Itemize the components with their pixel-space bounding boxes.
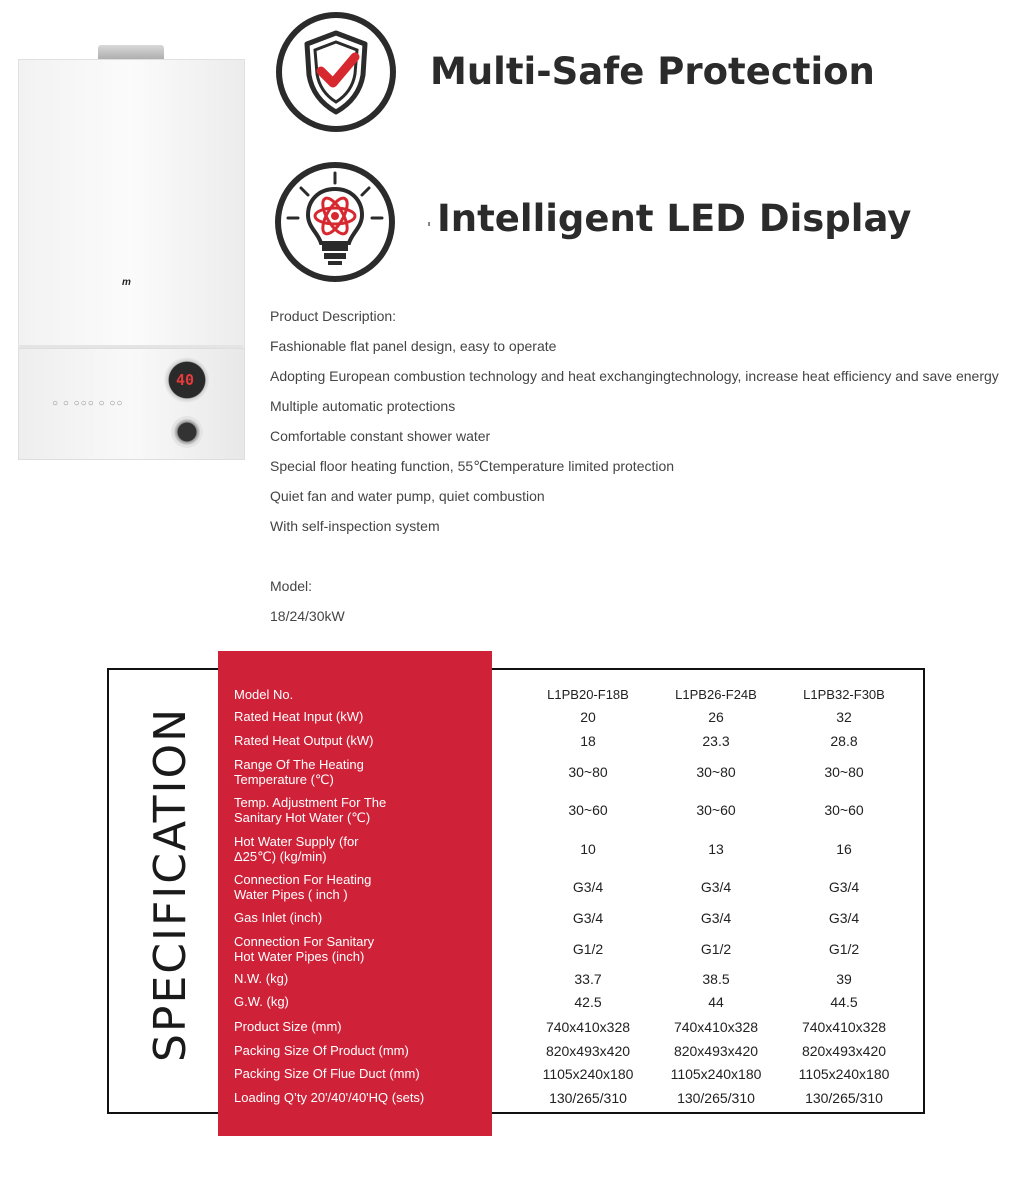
- spec-cell: 1105x240x180: [670, 1066, 762, 1082]
- spec-cell: G3/4: [572, 879, 604, 895]
- spec-cell: 30~80: [824, 764, 864, 780]
- boiler-display-value: 40: [176, 371, 195, 389]
- spec-cell: G3/4: [828, 879, 860, 895]
- spec-label: Connection For Heating Water Pipes ( inch ): [234, 872, 372, 902]
- boiler-knob: [171, 416, 203, 448]
- spec-cell: L1PB32-F30B: [803, 687, 885, 702]
- spec-label: Packing Size Of Flue Duct (mm): [234, 1066, 420, 1081]
- spec-cell: 42.5: [574, 994, 602, 1010]
- spec-cell: G3/4: [828, 910, 860, 926]
- spec-cell: 10: [580, 841, 596, 857]
- spec-cell: 820x493x420: [673, 1043, 759, 1059]
- spec-label: Rated Heat Output (kW): [234, 733, 374, 748]
- product-description: [270, 305, 999, 545]
- boiler-lcd-display: [164, 357, 210, 403]
- spec-cell: 39: [836, 971, 852, 987]
- spec-cell: G3/4: [572, 910, 604, 926]
- description-item: With self-inspection system: [270, 518, 440, 534]
- spec-cell: L1PB26-F24B: [675, 687, 757, 702]
- spec-cell: 740x410x328: [801, 1019, 887, 1035]
- spec-label: Loading Q’ty 20'/40'/40'HQ (sets): [234, 1090, 425, 1105]
- spec-cell: 32: [836, 709, 852, 725]
- boiler-logo: m: [122, 277, 130, 288]
- description-item: Multiple automatic protections: [270, 398, 456, 414]
- spec-cell: 30~80: [568, 764, 608, 780]
- spec-label: Rated Heat Input (kW): [234, 709, 364, 724]
- spec-cell: G1/2: [828, 941, 860, 957]
- spec-cell: 130/265/310: [549, 1090, 627, 1106]
- model-value: 18/24/30kW: [270, 608, 345, 624]
- spec-label: Connection For Sanitary Hot Water Pipes (inch): [234, 934, 375, 964]
- spec-label: Hot Water Supply (for Δ25℃) (kg/min): [234, 834, 359, 864]
- description-item: Fashionable flat panel design, easy to operate: [270, 338, 557, 354]
- boiler-product-image: [18, 45, 243, 460]
- spec-label: Packing Size Of Product (mm): [234, 1043, 409, 1058]
- spec-cell: 23.3: [702, 733, 730, 749]
- description-item: Special floor heating function, 55℃temperature limited protection: [270, 458, 675, 474]
- spec-label: Range Of The Heating Temperature (℃): [234, 757, 364, 787]
- spec-cell: 130/265/310: [805, 1090, 883, 1106]
- spec-cell: 16: [836, 841, 852, 857]
- title-marker: [428, 222, 430, 226]
- spec-cell: 26: [708, 709, 724, 725]
- spec-title: SPECIFICATION: [145, 706, 196, 1062]
- model-label: Model:: [270, 578, 313, 594]
- spec-cell: 44: [708, 994, 724, 1010]
- spec-cell: 38.5: [702, 971, 730, 987]
- spec-cell: 20: [580, 709, 596, 725]
- spec-cell: G3/4: [700, 910, 732, 926]
- spec-label: Product Size (mm): [234, 1019, 342, 1034]
- spec-cell: G1/2: [700, 941, 732, 957]
- spec-cell: 33.7: [574, 971, 602, 987]
- spec-cell: 740x410x328: [545, 1019, 631, 1035]
- spec-cell: 1105x240x180: [798, 1066, 890, 1082]
- boiler-buttons-row: ○ ○ ○○○ ○ ○○: [52, 398, 124, 409]
- spec-cell: 13: [708, 841, 724, 857]
- description-item: Quiet fan and water pump, quiet combustion: [270, 488, 545, 504]
- spec-cell: L1PB20-F18B: [547, 687, 629, 702]
- spec-cell: 740x410x328: [673, 1019, 759, 1035]
- bulb-atom-icon: [274, 161, 396, 283]
- spec-cell: 30~60: [696, 802, 736, 818]
- spec-cell: 30~60: [568, 802, 608, 818]
- feature-title-led-display: Intelligent LED Display: [437, 197, 912, 240]
- spec-cell: 28.8: [830, 733, 858, 749]
- spec-label: Gas Inlet (inch): [234, 910, 323, 925]
- spec-label: Temp. Adjustment For The Sanitary Hot Water (℃): [234, 795, 387, 825]
- spec-label: G.W. (kg): [234, 994, 289, 1009]
- description-item: Adopting European combustion technology and heat exchangingtechnology, increase heat efficiency and save energy: [270, 368, 999, 384]
- spec-cell: 18: [580, 733, 596, 749]
- spec-label: Model No.: [234, 687, 294, 702]
- spec-cell: 130/265/310: [677, 1090, 755, 1106]
- spec-cell: 820x493x420: [801, 1043, 887, 1059]
- spec-cell: 1105x240x180: [542, 1066, 634, 1082]
- feature-title-multi-safe: Multi-Safe Protection: [430, 50, 875, 93]
- description-item: Comfortable constant shower water: [270, 428, 491, 444]
- spec-cell: G1/2: [572, 941, 604, 957]
- spec-cell: 30~80: [696, 764, 736, 780]
- spec-cell: 30~60: [824, 802, 864, 818]
- description-heading: Product Description:: [270, 308, 397, 324]
- spec-label: N.W. (kg): [234, 971, 289, 986]
- spec-cell: 44.5: [830, 994, 858, 1010]
- shield-check-icon: [275, 11, 397, 133]
- spec-cell: 820x493x420: [545, 1043, 631, 1059]
- boiler-upper-panel: [18, 59, 245, 351]
- spec-cell: G3/4: [700, 879, 732, 895]
